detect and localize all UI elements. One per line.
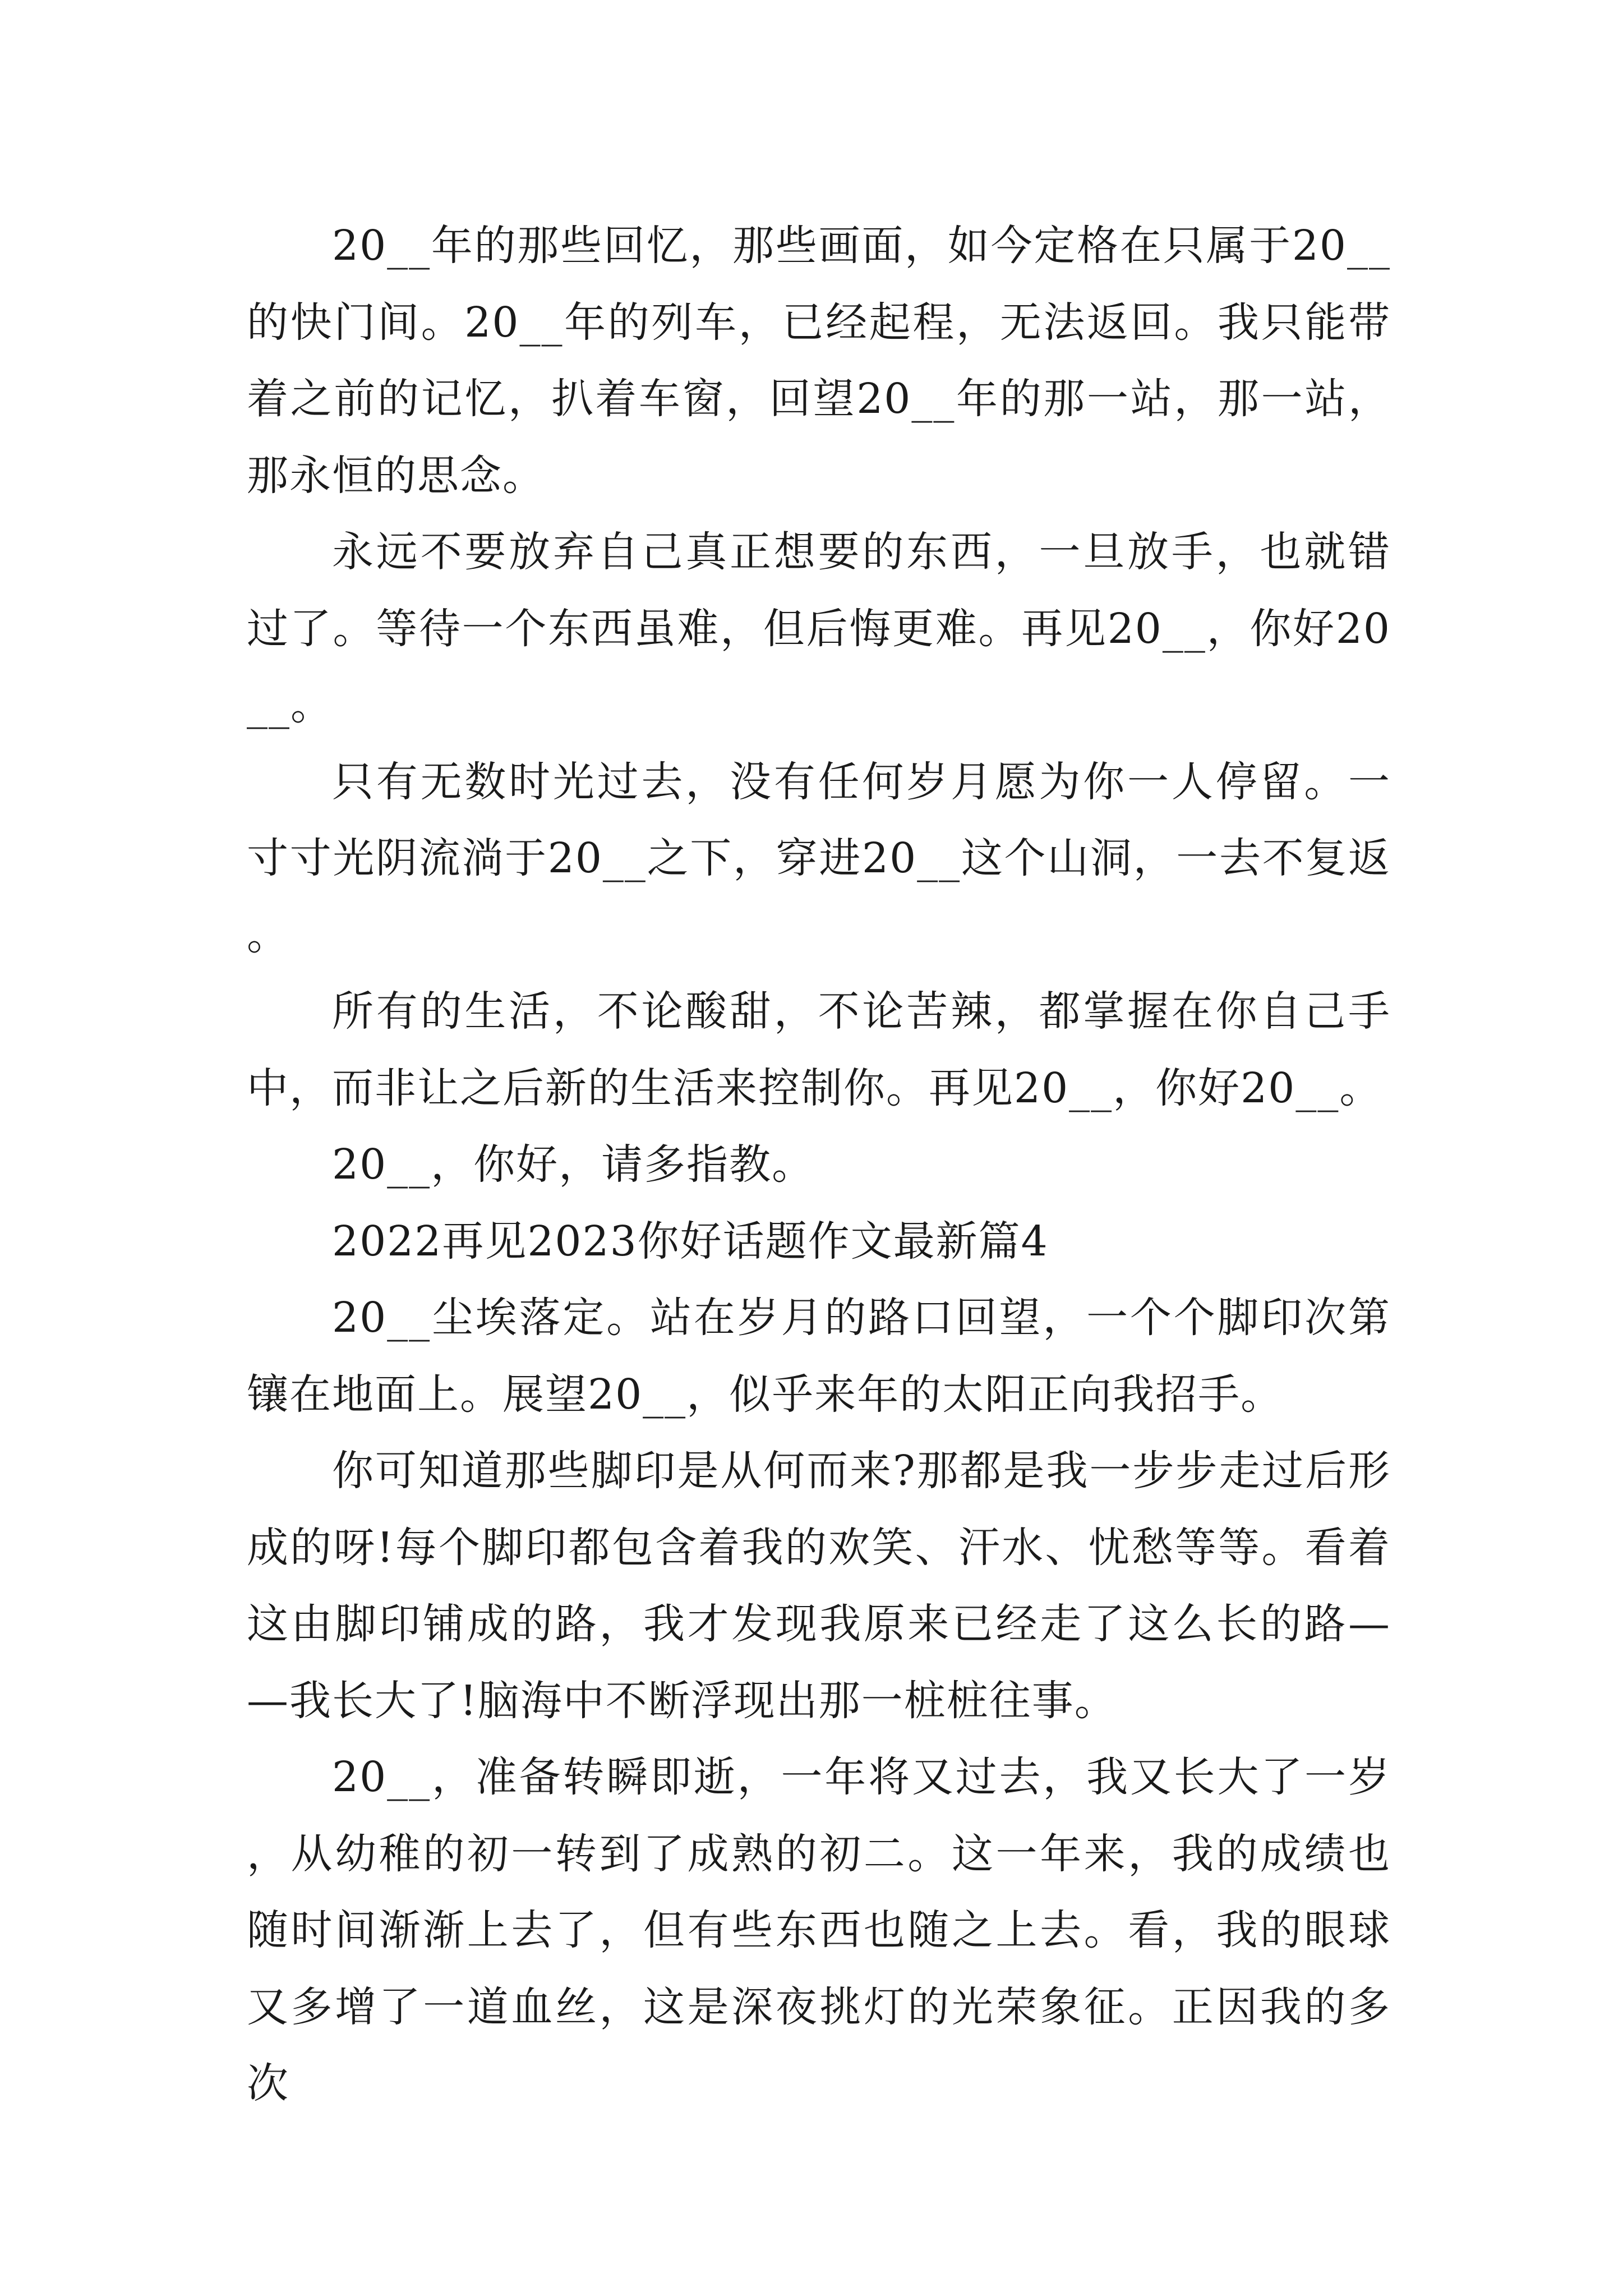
section-heading: 2022再见2023你好话题作文最新篇4 — [332, 1217, 1049, 1266]
paragraph: 永远不要放弃自己真正想要的东西，一旦放手，也就错过了。等待一个东西虽难，但后悔更难。再见20__，你好20__。 — [247, 528, 1391, 729]
paragraph: 20__，准备转瞬即逝，一年将又过去，我又长大了一岁，从幼稚的初一转到了成熟的初二。这一年来，我的成绩也随时间渐渐上去了，但有些东西也随之上去。看，我的眼球又多增了一道血丝，这是深夜挑灯的光荣象征。正因我的多次 — [247, 1753, 1391, 2108]
paragraph: 20__尘埃落定。站在岁月的路口回望，一个个脚印次第镶在地面上。展望20__，似乎来年的太阳正向我招手。 — [247, 1294, 1391, 1419]
paragraph: 20__，你好，请多指教。 — [332, 1140, 815, 1189]
paragraph: 20__年的那些回忆，那些画面，如今定格在只属于20__的快门间。20__年的列车，已经起程，无法返回。我只能带着之前的记忆，扒着车窗，回望20__年的那一站，那一站，那永恒的思念。 — [247, 222, 1391, 500]
document-body — [247, 208, 1391, 2122]
paragraph: 只有无数时光过去，没有任何岁月愿为你一人停留。一寸寸光阴流淌于20__之下，穿进20__这个山洞，一去不复返。 — [247, 757, 1391, 959]
paragraph: 你可知道那些脚印是从何而来?那都是我一步步走过后形成的呀!每个脚印都包含着我的欢笑、汗水、忧愁等等。看着这由脚印铺成的路，我才发现我原来已经走了这么长的路——我长大了!脑海中不断浮现出那一桩桩往事。 — [247, 1447, 1391, 1725]
paragraph: 所有的生活，不论酸甜，不论苦辣，都掌握在你自己手中，而非让之后新的生活来控制你。再见20__，你好20__。 — [247, 987, 1391, 1112]
